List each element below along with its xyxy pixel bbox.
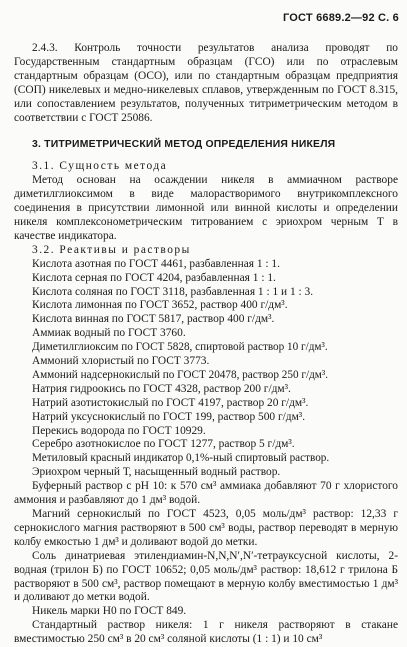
reagent-line: Эриохром черный Т, насыщенный водный раствор. xyxy=(32,466,281,479)
reagent-line: Кислота азотная по ГОСТ 4461, разбавленная 1 : 1. xyxy=(32,257,280,270)
paragraph-magnesium-sulfate: Магний сернокислый по ГОСТ 4523, 0,05 моль/дм³ раствор: 12,33 г сернокислого магния растворяют в 500 см³ воды, раствор переводят в мерную колбу емкостью 1 дм³ и доливают водой до метки. xyxy=(14,508,398,548)
page-header: ГОСТ 6689.2—92 С. 6 xyxy=(282,12,399,24)
paragraph-buffer-solution: Буферный раствор с pH 10: к 570 см³ аммиака добавляют 70 г хлористого аммония и разбавляют до 1 дм³ водой. xyxy=(14,480,398,507)
reagent-line: Аммиак водный по ГОСТ 3760. xyxy=(32,327,186,340)
reagent-line: Серебро азотнокислое по ГОСТ 1277, раствор 5 г/дм³. xyxy=(32,438,295,451)
reagent-line: Перекись водорода по ГОСТ 10929. xyxy=(32,424,206,437)
reagent-line: Аммоний надсернокислый по ГОСТ 20478, раствор 250 г/дм³. xyxy=(32,368,328,381)
reagent-line: Натрий азотистокислый по ГОСТ 4197, раствор 20 г/дм³. xyxy=(32,396,309,409)
paragraph-method: Метод основан на осаждении никеля в аммиачном растворе диметилглиоксимом в виде малорастворимого внутрикомплексного соединения в присутствии лимонной или винной кислоты и определении никеля комплексонометрическим титрованием с эриохром черным Т в качестве индикатора. xyxy=(14,174,398,242)
reagent-line: Кислота винная по ГОСТ 5817, раствор 400 г/дм³. xyxy=(32,313,275,326)
subsection-heading-3-1: 3.1. Сущность метода xyxy=(32,160,168,173)
reagent-line: Кислота соляная по ГОСТ 3118, разбавленная 1 : 1 и 1 : 3. xyxy=(32,285,314,298)
reagent-line: Диметилглиоксим по ГОСТ 5828, спиртовой раствор 10 г/дм³. xyxy=(32,341,328,354)
reagent-line: Натрия гидроокись по ГОСТ 4328, раствор 200 г/дм³. xyxy=(32,382,291,395)
reagent-line: Аммоний хлористый по ГОСТ 3773. xyxy=(32,355,210,368)
reagent-line: Метиловый красный индикатор 0,1%-ный спиртовый раствор. xyxy=(32,452,330,465)
reagent-line: Кислота серная по ГОСТ 4204, разбавленная 1 : 1. xyxy=(32,271,276,284)
paragraph-trilon-b: Соль динатриевая этилендиамин-N,N,N′,N′-тетрауксусной кислоты, 2-водная (трилон Б) по ГОСТ 10652; 0,05 моль/дм³ раствор: 18,612 г трилона Б растворяют в 500 см³, раствор помещают в мерную колбу вместимостью 1 дм³ и доливают до метки водой. xyxy=(14,549,398,604)
paragraph-standard-nickel-solution: Стандартный раствор никеля: 1 г никеля растворяют в стакане вместимостью 250 см³ в 20 см³ соляной кислоты (1 : 1) и 10 см³ xyxy=(14,619,398,646)
reagent-line: Никель марки Н0 по ГОСТ 849. xyxy=(32,605,187,618)
subsection-heading-3-2: 3.2. Реактивы и растворы xyxy=(32,243,191,256)
reagent-line: Натрий уксуснокислый по ГОСТ 199, раствор 500 г/дм³. xyxy=(32,410,306,423)
document-body xyxy=(14,42,398,647)
section-heading-3: 3. ТИТРИМЕТРИЧЕСКИЙ МЕТОД ОПРЕДЕЛЕНИЯ НИКЕЛЯ xyxy=(32,139,336,151)
reagent-line: Кислота лимонная по ГОСТ 3652, раствор 400 г/дм³. xyxy=(32,299,288,312)
paragraph-2-4-3: 2.4.3. Контроль точности результатов анализа проводят по Государственным стандартным образцам (ГСО) или по отраслевым стандартным образцам (ОСО), или по стандартным образцам предприятия (СОП) никелевых и медно-никелевых сплавов, утвержденным по ГОСТ 8.315, или сопоставлением результатов, полученных титриметрическим методом в соответствии с ГОСТ 25086. xyxy=(14,42,398,124)
